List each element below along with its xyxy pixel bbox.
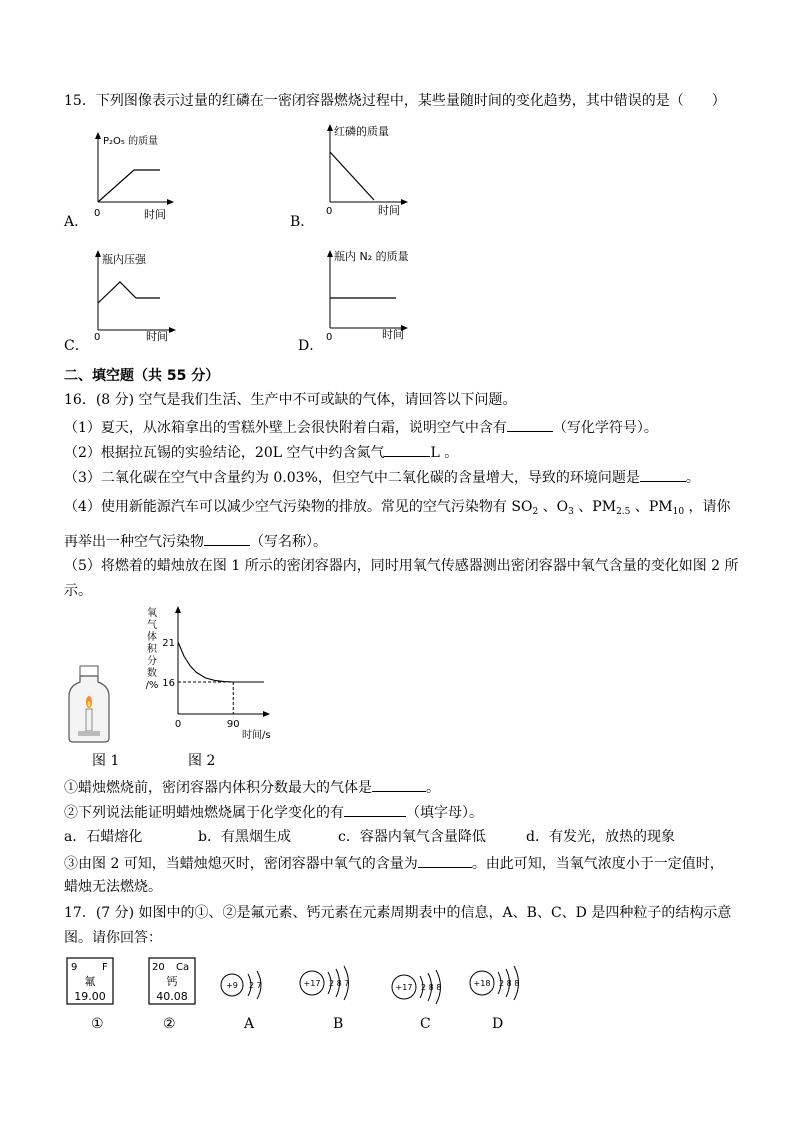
q16-part3: （3）二氧化碳在空气中含量约为 0.03%，但空气中二氧化碳的含量增大，导致的环境问题是 。 xyxy=(64,467,700,487)
atom-label-b: B xyxy=(333,1016,344,1032)
chart-ylabel-char: 数 xyxy=(147,668,157,679)
svg-text:Ca: Ca xyxy=(176,962,190,973)
svg-text:+9: +9 xyxy=(226,981,238,990)
atom-diagram-b xyxy=(298,964,368,1004)
q16-opt-c: c．容器内氧气含量降低 xyxy=(338,829,486,845)
q16-opt-d: d．有发光，放热的现象 xyxy=(526,829,675,845)
chart-tick-0: 0 xyxy=(174,719,182,730)
chart-series-line xyxy=(178,642,264,682)
figure-1-bottle xyxy=(66,664,116,744)
element-tile-fluorine xyxy=(66,957,116,1007)
svg-text:2 8 8: 2 8 8 xyxy=(421,983,442,992)
figure-1-caption: 图 1 xyxy=(92,753,120,769)
q16-opt-a: a．石蜡熔化 xyxy=(64,829,143,845)
graph-c-xlabel: 时间 xyxy=(146,330,168,343)
graph-b xyxy=(322,122,412,217)
q17-stem-cont: 图。请你回答： xyxy=(64,930,162,946)
svg-text:2 8 7: 2 8 7 xyxy=(329,979,350,988)
chart-ylabel-char: 体 xyxy=(147,632,157,643)
q16-sub1: ①蜡烛燃烧前，密闭容器内体积分数最大的气体是 。 xyxy=(64,777,440,797)
svg-text:F: F xyxy=(102,962,108,973)
q16-sub3: ③由图 2 可知，当蜡烛熄灭时，密闭容器中氧气的含量为 。由此可知，当氧气浓度小于一定值时， xyxy=(64,853,724,873)
atom-label-d: D xyxy=(492,1016,504,1032)
graph-b-ylabel: 红磷的质量 xyxy=(334,125,389,138)
atom-diagram-d xyxy=(468,964,538,1004)
atom-label-a: A xyxy=(244,1016,255,1032)
svg-text:+17: +17 xyxy=(303,979,321,988)
graph-d-origin: 0 xyxy=(326,332,333,343)
tile-label-1: ① xyxy=(91,1016,104,1032)
graph-d-xlabel: 时间 xyxy=(382,328,404,341)
option-c-letter: C． xyxy=(64,338,89,354)
chart-ylabel xyxy=(146,606,159,691)
q16-sub2: ②下列说法能证明蜡烛燃烧属于化学变化的有 （填字母）。 xyxy=(64,802,483,822)
option-d-letter: D． xyxy=(298,338,324,354)
q16-part1: （1）夏天，从冰箱拿出的雪糕外壁上会很快附着白霜，说明空气中含有 （写化学符号）。 xyxy=(64,417,658,437)
q16-part5-cont: 示。 xyxy=(64,583,92,599)
chart-tick-90: 90 xyxy=(226,719,240,730)
svg-text:2 8 8: 2 8 8 xyxy=(499,979,520,988)
chart-tick-16: 16 xyxy=(162,678,175,689)
graph-a-xlabel: 时间 xyxy=(144,208,166,221)
section-title: 二、填空题（共 55 分） xyxy=(64,368,220,384)
q15-stem: 15．下列图像表示过量的红磷在一密闭容器燃烧过程中，某些量随时间的变化趋势，其中错误的是（ ） xyxy=(64,93,726,109)
graph-a xyxy=(90,130,180,220)
option-a-letter: A． xyxy=(64,214,89,230)
svg-text:2 7: 2 7 xyxy=(249,981,262,990)
svg-text:+18: +18 xyxy=(473,979,491,988)
atom-label-c: C xyxy=(420,1016,431,1032)
q16-part4-cont: 再举出一种空气污染物 （写名称）。 xyxy=(64,531,327,551)
graph-a-origin: 0 xyxy=(94,208,101,219)
atom-diagram-c xyxy=(390,968,460,1008)
element-tile-calcium xyxy=(148,957,198,1007)
svg-text:氟: 氟 xyxy=(84,975,96,988)
tile-label-2: ② xyxy=(163,1016,176,1032)
graph-b-xlabel: 时间 xyxy=(378,204,400,217)
q16-stem: 16．(8 分) 空气是我们生活、生产中不可或缺的气体，请回答以下问题。 xyxy=(64,392,517,408)
q17-stem: 17．(7 分) 如图中的①、②是氟元素、钙元素在元素周期表中的信息，A、B、C、D 是四种粒子的结构示意 xyxy=(64,905,732,921)
figure-2-caption: 图 2 xyxy=(188,753,216,769)
svg-text:19.00: 19.00 xyxy=(74,990,106,1003)
graph-c xyxy=(90,248,180,343)
chart-ylabel-char: 积 xyxy=(147,644,157,655)
graph-a-ylabel: P₂O₅ 的质量 xyxy=(103,136,159,147)
chart-ylabel-char: 分 xyxy=(147,656,157,667)
q16-opt-b: b．有黑烟生成 xyxy=(198,829,291,845)
chart-ylabel-char: 氧 xyxy=(147,608,157,619)
chart-ylabel-char: 气 xyxy=(147,620,157,631)
graph-d xyxy=(322,248,417,343)
svg-text:9: 9 xyxy=(71,962,78,973)
option-b-letter: B． xyxy=(290,214,315,230)
chart-xlabel: 时间/s xyxy=(242,730,271,741)
svg-text:钙: 钙 xyxy=(166,975,178,988)
graph-d-ylabel: 瓶内 N₂ 的质量 xyxy=(334,250,409,263)
q16-part5: （5）将燃着的蜡烛放在图 1 所示的密闭容器内，同时用氧气传感器测出密闭容器中氧气含量的变化如图 2 所 xyxy=(64,558,739,574)
q16-sub3-cont: 蜡烛无法燃烧。 xyxy=(64,879,162,895)
graph-b-origin: 0 xyxy=(326,206,333,217)
q16-part4: （4）使用新能源汽车可以减少空气污染物的排放。常见的空气污染物有 $SO_2$ 、$O_3$ 、$PM_{2.5}$ 、$PM_{10}$ ，请你 xyxy=(64,499,731,517)
graph-c-origin: 0 xyxy=(94,332,101,343)
q16-part2: （2）根据拉瓦锡的实验结论，20L 空气中约含氮气 L 。 xyxy=(64,442,458,462)
svg-text:+17: +17 xyxy=(395,983,413,992)
chart-tick-21: 21 xyxy=(162,638,175,649)
chart-ylabel-char: /% xyxy=(145,680,159,691)
figure-2-oxygen-chart xyxy=(140,602,290,744)
svg-text:20: 20 xyxy=(152,962,165,973)
graph-c-ylabel: 瓶内压强 xyxy=(102,253,146,266)
svg-text:40.08: 40.08 xyxy=(156,990,188,1003)
atom-diagram-a xyxy=(218,968,278,1004)
